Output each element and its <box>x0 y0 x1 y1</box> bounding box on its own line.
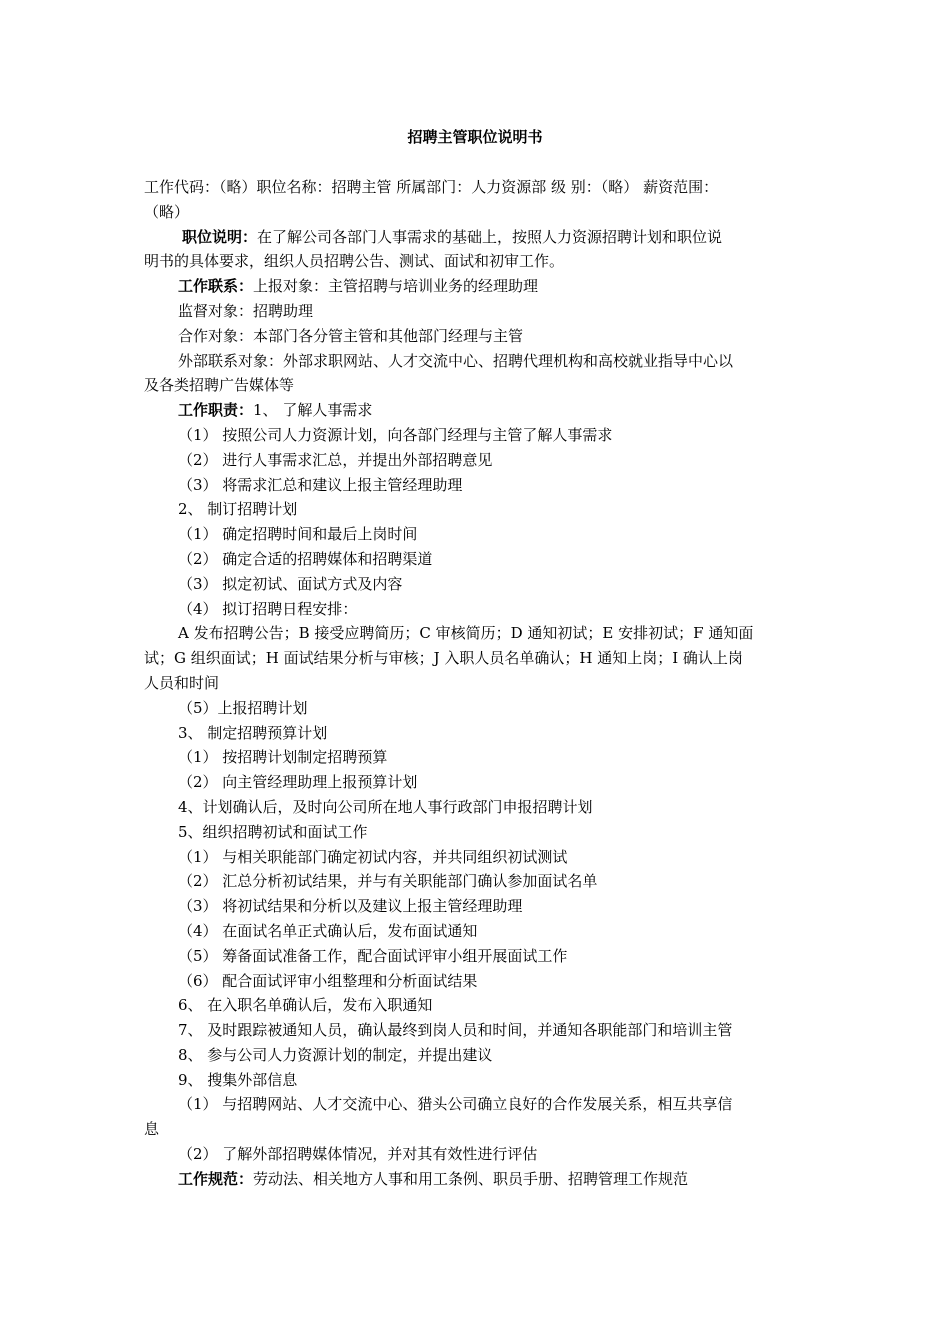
norms-line <box>144 1167 814 1192</box>
document-title: 招聘主管职位说明书 <box>407 128 543 146</box>
duty-item: 7、 及时跟踪被通知人员，确认最终到岗人员和时间，并通知各职能部门和培训主管 <box>178 1021 733 1040</box>
document-body <box>144 175 814 1192</box>
description-label: 职位说明： <box>182 227 258 246</box>
duty-item: 2、 制订招聘计划 <box>178 500 298 519</box>
description-text: 在了解公司各部门人事需求的基础上，按照人力资源招聘计划和职位说 <box>257 227 723 246</box>
duty-item: （2） 汇总分析初试结果，并与有关职能部门确认参加面试名单 <box>178 872 598 891</box>
duty-item: （6） 配合面试评审小组整理和分析面试结果 <box>178 971 478 990</box>
duty-item: （2） 向主管经理助理上报预算计划 <box>178 773 418 792</box>
duty-item: （4） 拟订招聘日程安排： <box>178 599 358 618</box>
duties-label: 工作职责： <box>178 401 254 420</box>
norms-text: 劳动法、相关地方人事和用工条例、职员手册、招聘管理工作规范 <box>253 1169 689 1188</box>
report-target: 上报对象：主管招聘与培训业务的经理助理 <box>253 277 539 296</box>
duty-item: （2） 确定合适的招聘媒体和招聘渠道 <box>178 549 433 568</box>
duty-item: （1） 确定招聘时间和最后上岗时间 <box>178 525 418 544</box>
norms-label: 工作规范： <box>178 1169 254 1188</box>
schedule-line: A 发布招聘公告；B 接受应聘简历；C 审核简历；D 通知初试；E 安排初试；F 通知面 <box>178 624 754 643</box>
schedule-line: 人员和时间 <box>144 673 220 692</box>
duty-item: 4、计划确认后，及时向公司所在地人事行政部门申报招聘计划 <box>178 797 593 816</box>
duty-item: 5、组织招聘初试和面试工作 <box>178 822 368 841</box>
contacts-line <box>144 274 814 299</box>
description-paragraph-cont: 明书的具体要求，组织人员招聘公告、测试、面试和初审工作。 <box>144 252 565 271</box>
duty-item: （1） 按招聘计划制定招聘预算 <box>178 748 388 767</box>
duty-item: （1） 与相关职能部门确定初试内容，并共同组织初试测试 <box>178 847 568 866</box>
duty-item: （2） 进行人事需求汇总，并提出外部招聘意见 <box>178 450 493 469</box>
schedule-line: 试；G 组织面试；H 面试结果分析与审核；J 入职人员名单确认；H 通知上岗；I 确认上岗 <box>144 649 743 668</box>
description-paragraph <box>144 225 814 250</box>
duty-item: 6、 在入职名单确认后，发布入职通知 <box>178 996 433 1015</box>
duty-item: （5）上报招聘计划 <box>178 698 308 717</box>
duty-item: （3） 将需求汇总和建议上报主管经理助理 <box>178 475 463 494</box>
external-target-cont: 及各类招聘广告媒体等 <box>144 376 295 395</box>
duty-item: （1） 与招聘网站、人才交流中心、猎头公司确立良好的合作发展关系，相互共享信 <box>178 1095 733 1114</box>
duties-line <box>144 398 814 423</box>
supervise-target: 监督对象：招聘助理 <box>178 301 314 320</box>
external-target: 外部联系对象：外部求职网站、人才交流中心、招聘代理机构和高校就业指导中心以 <box>178 351 734 370</box>
duty-item: （5） 筹备面试准备工作，配合面试评审小组开展面试工作 <box>178 946 568 965</box>
duty-item: 1、 了解人事需求 <box>253 401 373 420</box>
header-line: （略） <box>144 202 190 221</box>
cooperate-target: 合作对象：本部门各分管主管和其他部门经理与主管 <box>178 326 524 345</box>
duty-item-cont: 息 <box>144 1120 160 1139</box>
duty-item: （2） 了解外部招聘媒体情况，并对其有效性进行评估 <box>178 1145 538 1164</box>
duty-item: 9、 搜集外部信息 <box>178 1070 298 1089</box>
contacts-label: 工作联系： <box>178 277 254 296</box>
duty-item: （3） 拟定初试、面试方式及内容 <box>178 574 403 593</box>
duty-item: （4） 在面试名单正式确认后，发布面试通知 <box>178 921 478 940</box>
duty-item: （1） 按照公司人力资源计划，向各部门经理与主管了解人事需求 <box>178 425 613 444</box>
header-line: 工作代码：（略）职位名称：招聘主管 所属部门：人力资源部 级 别：（略） 薪资范围： <box>144 178 719 196</box>
duty-item: （3） 将初试结果和分析以及建议上报主管经理助理 <box>178 897 523 916</box>
duty-item: 3、 制定招聘预算计划 <box>178 723 328 742</box>
duty-item: 8、 参与公司人力资源计划的制定，并提出建议 <box>178 1045 493 1064</box>
